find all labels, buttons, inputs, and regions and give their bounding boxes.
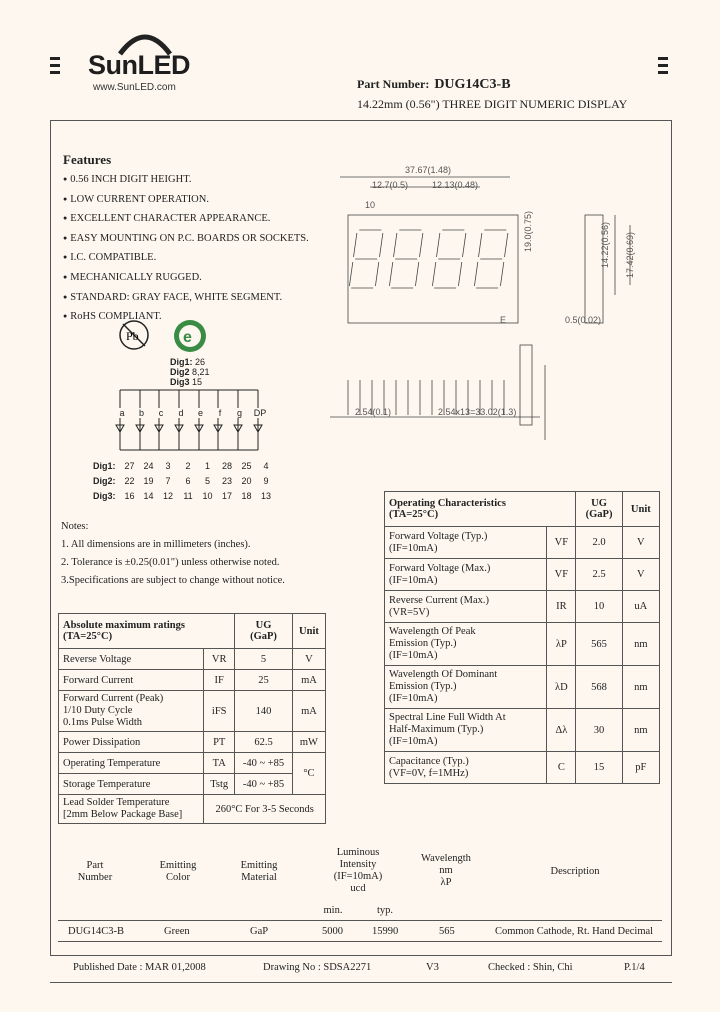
pb-free-icon bbox=[116, 318, 152, 352]
checked-by: Checked : Shin, Chi bbox=[488, 962, 573, 973]
dim-overall: 37.67(1.48) bbox=[405, 165, 452, 175]
col-typ: typ. bbox=[376, 905, 394, 916]
dim-e-label: E bbox=[500, 315, 507, 325]
dim-digit-height: 14.22(0.56) bbox=[600, 221, 610, 268]
digit-common-pins: Dig1: 26 Dig2 8,21 Dig3 15 bbox=[170, 357, 210, 387]
note-item: 2. Tolerance is ±0.25(0.01") unless otherwise noted. bbox=[61, 557, 280, 568]
dim-pitch2: 12.13(0.48) bbox=[432, 180, 479, 190]
table-row: Capacitance (Typ.) (VF=0V, f=1MHz) C 15 pF bbox=[385, 752, 660, 784]
table-row: Reverse Current (Max.) (VR=5V) IR 10 uA bbox=[385, 591, 660, 623]
right-bars-icon bbox=[658, 57, 668, 78]
col-min: min. bbox=[323, 905, 343, 916]
website-link[interactable]: www.SunLED.com bbox=[93, 82, 176, 93]
feature-item: ● MECHANICALLY RUGGED. bbox=[63, 268, 309, 288]
svg-text:Pb: Pb bbox=[126, 329, 139, 343]
logo-text: SunLED bbox=[88, 50, 190, 80]
col-wavelength: Wavelength nm λP bbox=[421, 853, 471, 888]
divider bbox=[58, 920, 662, 921]
table-row: Operating Temperature TA -40 ~ +85 °C bbox=[59, 753, 326, 774]
table-row: Lead Solder Temperature [2mm Below Package Base] 260°C For 3-5 Seconds bbox=[59, 795, 326, 824]
table-row: Reverse Voltage VR 5 V bbox=[59, 649, 326, 670]
dim-pin-pitch: 2.54(0.1) bbox=[355, 407, 392, 417]
row-part: DUG14C3-B bbox=[68, 926, 125, 937]
row-material: GaP bbox=[250, 926, 269, 937]
notes bbox=[61, 518, 285, 590]
col-material: Emitting Material bbox=[240, 860, 278, 883]
table-row: Wavelength Of Dominant Emission (Typ.) (IF=10mA) λD 568 nm bbox=[385, 666, 660, 709]
row-typ: 15990 bbox=[372, 926, 399, 937]
pin-table: Dig1: 27 24 3 2 1 28 25 4 Dig2: 22 19 7 6 5 23 20 9 Dig3: 16 14 12 11 10 17 18 13 bbox=[93, 461, 271, 501]
segment-labels: a b c d e f g DP bbox=[112, 408, 282, 418]
row-min: 5000 bbox=[322, 926, 343, 937]
note-item: 3.Specifications are subject to change without notice. bbox=[61, 575, 285, 586]
table-row: Forward Voltage (Max.) (IF=10mA) VF 2.5 V bbox=[385, 559, 660, 591]
row-desc: Common Cathode, Rt. Hand Decimal bbox=[495, 926, 654, 937]
dim-pitch: 12.7(0.5) bbox=[372, 180, 409, 190]
table-row: Forward Voltage (Typ.) (IF=10mA) VF 2.0 V bbox=[385, 527, 660, 559]
col-color: Emitting Color bbox=[159, 860, 197, 883]
published-date: Published Date : MAR 01,2008 bbox=[73, 962, 206, 973]
feature-item: ● STANDARD: GRAY FACE, WHITE SEGMENT. bbox=[63, 288, 309, 308]
version: V3 bbox=[426, 962, 439, 973]
left-bars-icon bbox=[50, 57, 60, 78]
table-row: Spectral Line Full Width At Half-Maximum (Typ.) (IF=10mA) Δλ 30 nm bbox=[385, 709, 660, 752]
features-title: Features bbox=[63, 152, 112, 167]
feature-item: ● LOW CURRENT OPERATION. bbox=[63, 190, 309, 210]
op-char-table: Operating Characteristics (TA=25°C) UG (GaP) Unit Forward Voltage (Typ.) (IF=10mA) VF 2.0 V Forward Voltage (Max.) (IF=10mA) VF 2.5 V Reverse Current (Max.) (VR=5V) IR 10 uA Wavelength Of Peak Emission (Typ.) (IF=10mA) λP 565 nm Wavelength Of Dominant Emission (Typ.) (IF=10mA) λD 568 nm Spectral Line Full Width At Half-Maximum (Typ.) (IF=10mA) Δλ 30 nm Capacitance (Typ.) (VF=0V, f=1MHz) C 15 pF bbox=[384, 491, 660, 784]
col-luminous: Luminous Intensity (IF=10mA) ucd bbox=[333, 847, 383, 894]
table-row: Forward Current IF 25 mA bbox=[59, 670, 326, 691]
row-wave: 565 bbox=[439, 926, 455, 937]
feature-item: ● I.C. COMPATIBLE. bbox=[63, 248, 309, 268]
svg-text:e: e bbox=[183, 329, 192, 346]
page-number: P.1/4 bbox=[624, 962, 645, 973]
footer-line bbox=[50, 982, 672, 983]
table-row: Storage Temperature Tstg -40 ~ +85 bbox=[59, 774, 326, 795]
abs-max-table: Absolute maximum ratings (TA=25°C) UG (GaP) Unit Reverse Voltage VR 5 V Forward Current IF 25 mA Forward Current (Peak) 1/10 Duty Cycle 0.1ms Pulse Width iFS 140 mA Power Dissipation PT 62.5 mW Operating Temperature TA -40 ~ +85 °C Storage Temperature Tstg -40 ~ +85 Lead Solder Temperature [2mm Below Package Base] 260°C For 3-5 Seconds bbox=[58, 613, 326, 824]
part-number: Part Number: DUG14C3-B bbox=[357, 77, 511, 92]
feature-item: ● EXCELLENT CHARACTER APPEARANCE. bbox=[63, 209, 309, 229]
notes-title: Notes: bbox=[61, 521, 89, 532]
col-description: Description bbox=[550, 866, 600, 877]
dim-pin-dia: 0.5(0.02) bbox=[565, 315, 602, 325]
col-part: Part Number bbox=[77, 860, 113, 883]
package-drawing bbox=[330, 165, 650, 445]
feature-item: ● 0.56 INCH DIGIT HEIGHT. bbox=[63, 170, 309, 190]
divider bbox=[58, 941, 662, 942]
subtitle: 14.22mm (0.56") THREE DIGIT NUMERIC DISPLAY bbox=[357, 97, 628, 111]
row-color: Green bbox=[164, 926, 190, 937]
drawing-number: Drawing No : SDSA2271 bbox=[263, 962, 372, 973]
circuit-diagram bbox=[90, 385, 270, 455]
features-list bbox=[63, 170, 309, 327]
dim-slant: 10 bbox=[365, 200, 376, 210]
dim-height: 19.0(0.75) bbox=[523, 210, 533, 252]
dim-pin-span: 2.54x13=33.02(1.3) bbox=[438, 407, 517, 417]
table-row: Wavelength Of Peak Emission (Typ.) (IF=10mA) λP 565 nm bbox=[385, 623, 660, 666]
table-row: Forward Current (Peak) 1/10 Duty Cycle 0.1ms Pulse Width iFS 140 mA bbox=[59, 691, 326, 732]
dim-width2: 17.42(0.69) bbox=[625, 231, 635, 278]
table-row: Power Dissipation PT 62.5 mW bbox=[59, 732, 326, 753]
feature-item: ● RoHS COMPLIANT. bbox=[63, 307, 309, 327]
feature-item: ● EASY MOUNTING ON P.C. BOARDS OR SOCKETS. bbox=[63, 229, 309, 249]
note-item: 1. All dimensions are in millimeters (inches). bbox=[61, 539, 251, 550]
rohs-e-icon bbox=[172, 318, 208, 354]
